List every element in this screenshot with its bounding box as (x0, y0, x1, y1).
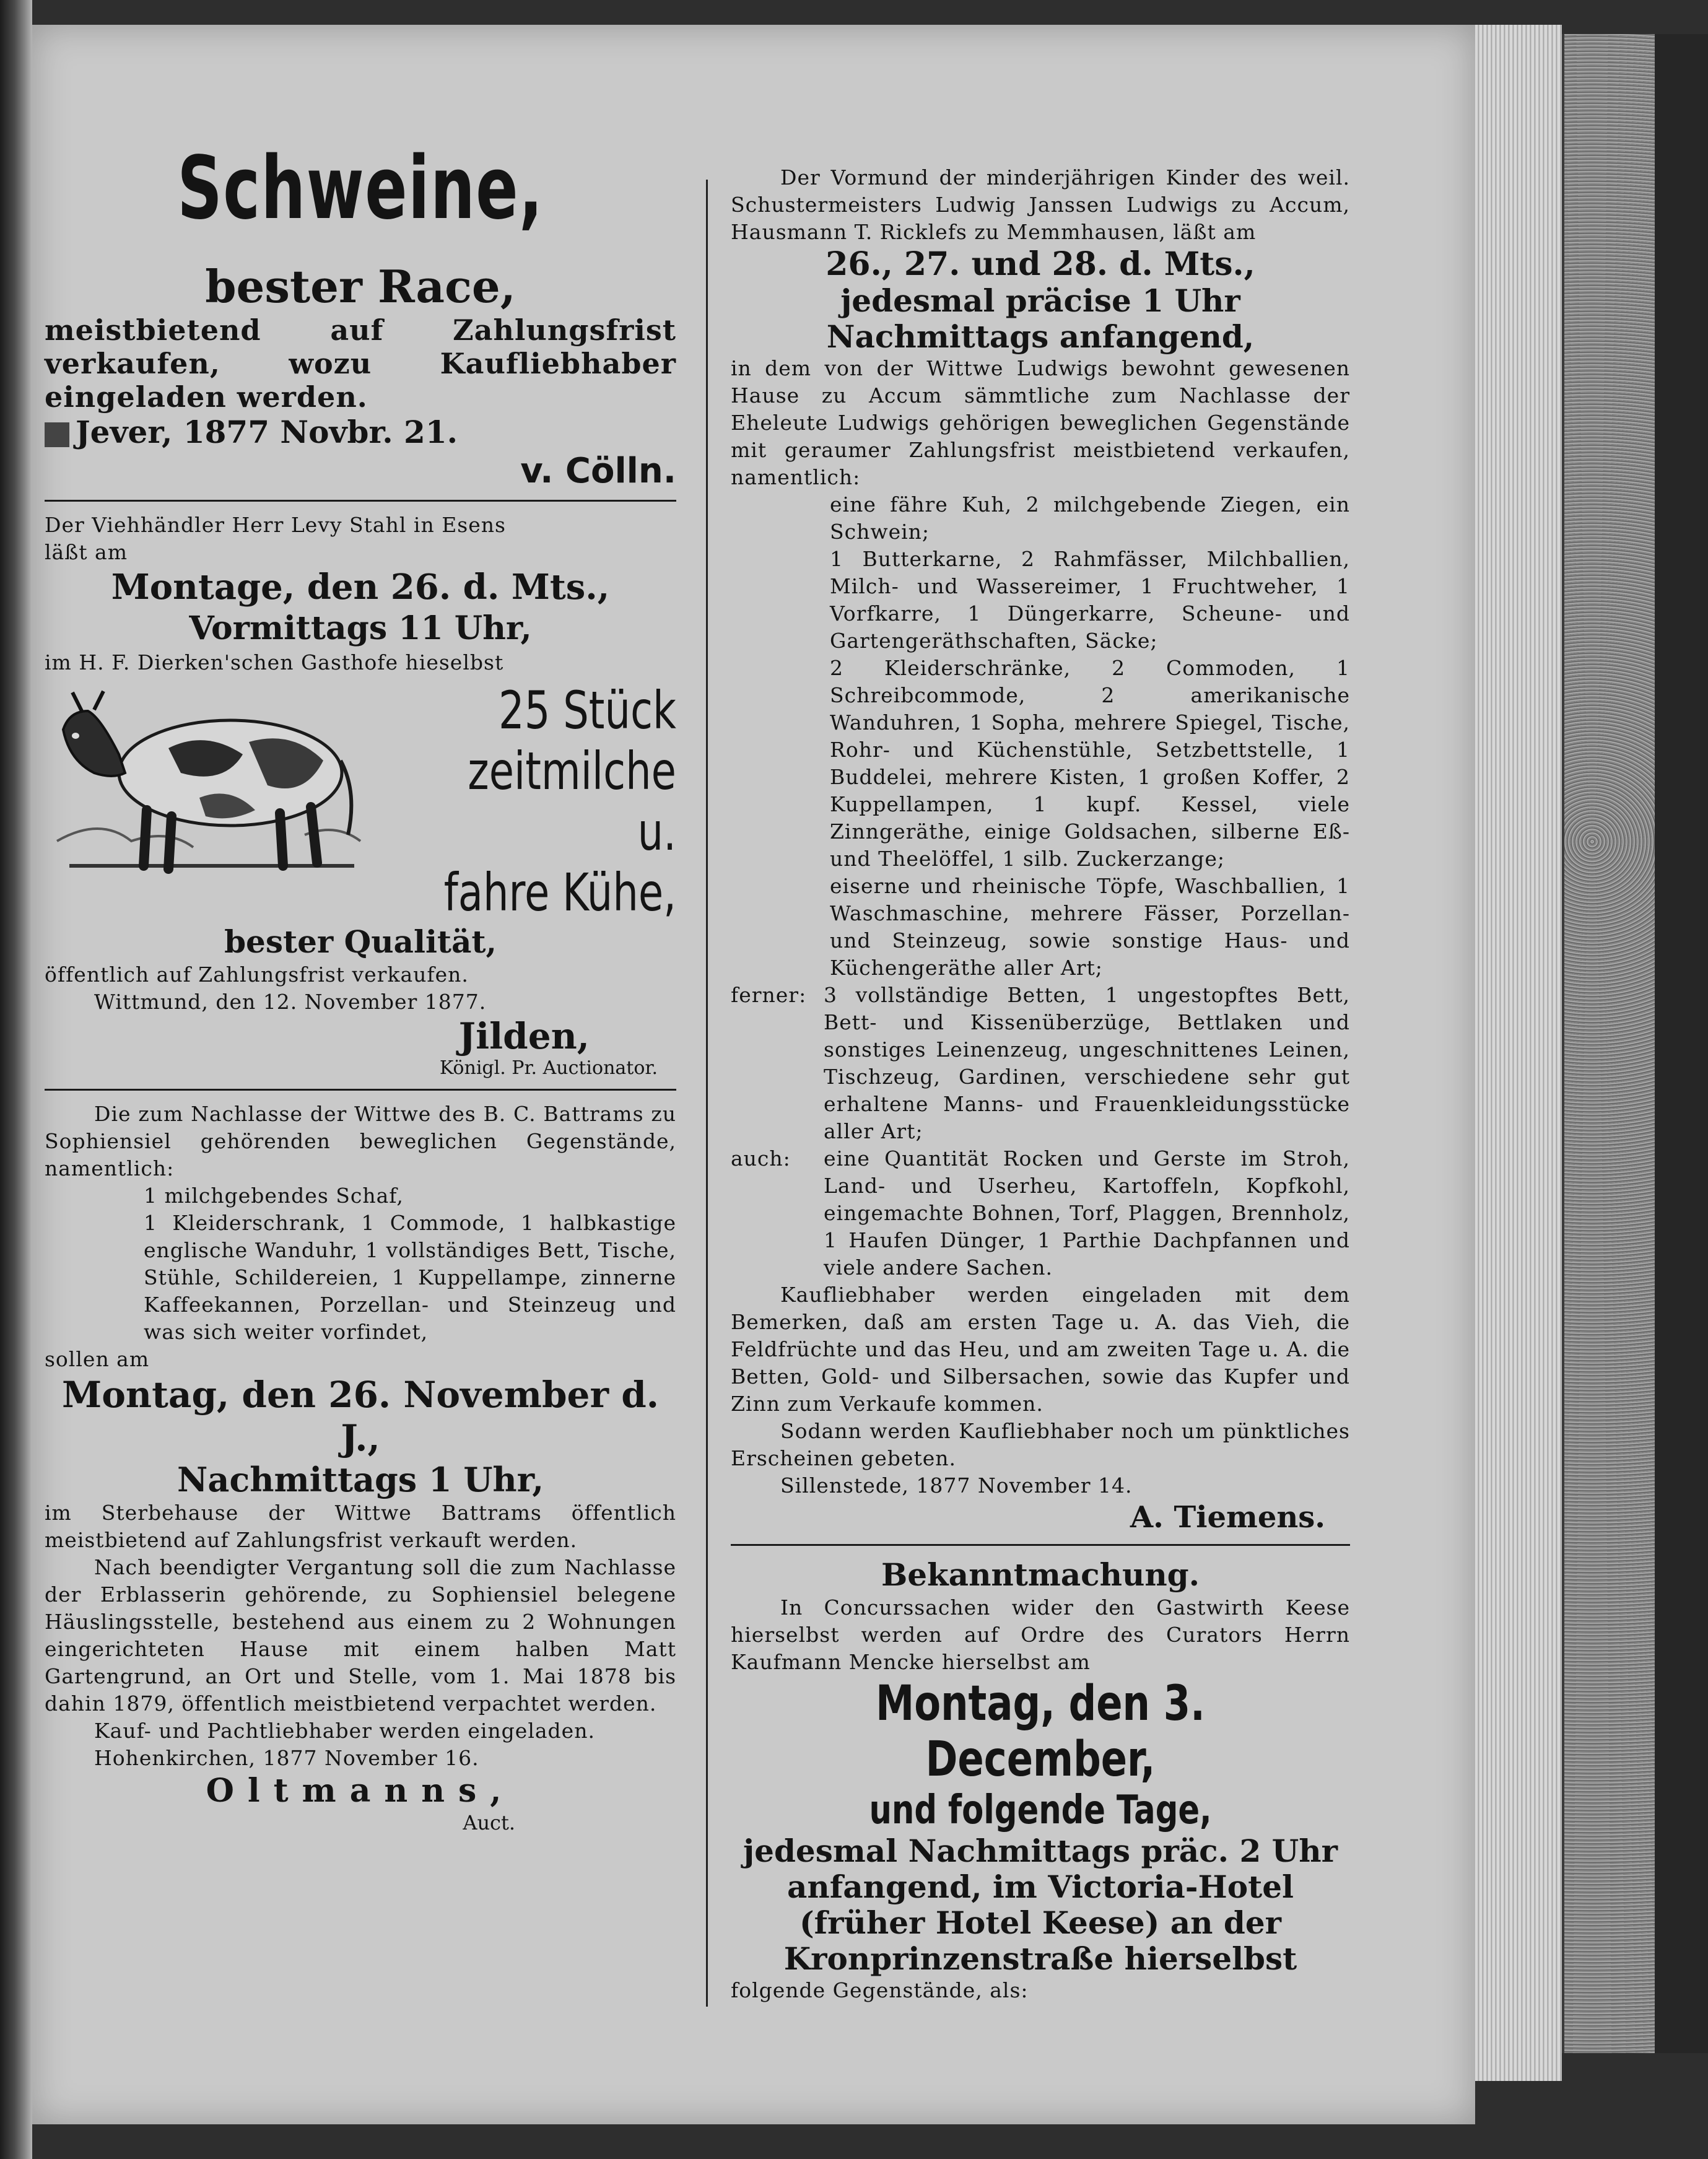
advert-bankruptcy-heading: Bekanntmachung. (881, 1556, 1200, 1593)
advert-estate-signature-title: Auct. (463, 1811, 515, 1834)
square-bullet-icon (45, 422, 69, 447)
advert-guardian-item: eiserne und rheinische Töpfe, Waschballien, 1 Waschmaschine, mehrere Fässer, Porzellan- und Steinzeug, sowie sonstige Haus- und Küchengeräthe aller Art; (830, 874, 1350, 980)
advert-estate-shall: sollen am (45, 1347, 150, 1371)
advert-cows-line-2: zeitmilche u. (468, 741, 676, 862)
page-edges (1475, 25, 1562, 2081)
advert-estate-item: 1 milchgebendes Schaf, (144, 1184, 404, 1208)
advert-cows-headline (367, 680, 676, 923)
advert-pigs-subtitle: bester Race, (205, 260, 516, 313)
advert-guardian-body: in dem von der Wittwe Ludwigs bewohnt gewesenen Hause zu Accum sämmtliche zum Nachlasse der Eheleute Ludwigs gehörigen beweglichen Gegenstände mit geraumer Zahlungsfrist meistbietend verkaufen, namentlich: (731, 356, 1350, 489)
advert-guardian-ferner-label: ferner: (731, 983, 807, 1007)
advert-cows-time: Vormittags 11 Uhr, (189, 609, 532, 647)
advert-estate-text-2: Nach beendigter Vergantung soll die zum Nachlasse der Erblasserin gehörende, zu Sophiensiel belegene Häuslingsstelle, bestehend aus einem zu 2 Wohnungen eingerichteten Hause mit einem halben Matt Gartengrund, an Ort und Stelle, vom 1. Mai 1878 bis dahin 1879, öffentlich meistbietend verpachtet werden. (45, 1555, 676, 1716)
advert-guardian-item: 2 Kleiderschränke, 2 Commoden, 1 Schreibcommode, 2 amerikanische Wanduhren, 1 Sopha, mehrere Spiegel, Tische, Rohr- und Küchenstühle, Setzbettstelle, 1 Buddelei, mehrere Kisten, 1 großen Koffer, 2 Kuppellampen, 1 kupf. Kessel, viele Zinngeräthe, einige Goldsachen, silberne Eß- und Theelöffel, 1 silb. Zuckerzange; (830, 656, 1350, 871)
advert-estate-date: Montag, den 26. November d. J., (62, 1374, 659, 1459)
advert-guardian-auch (731, 1145, 1350, 1281)
advert-bankruptcy-tail: folgende Gegenstände, als: (731, 1978, 1029, 2002)
advert-bankruptcy-following: und folgende Tage, (869, 1787, 1212, 1833)
advert-guardian-place-date: Sillenstede, 1877 November 14. (780, 1473, 1133, 1498)
left-column (45, 138, 676, 1835)
advert-estate-text-3: Kauf- und Pachtliebhaber werden eingeladen. (94, 1719, 595, 1743)
advert-cows-quality: bester Qualität, (224, 923, 497, 960)
cover-edge (1655, 34, 1708, 2053)
advert-cows-signature-title: Königl. Pr. Auctionator. (439, 1057, 658, 1079)
advert-guardian-time: jedesmal präcise 1 Uhr Nachmittags anfangend, (826, 282, 1255, 355)
advert-guardian-sale (731, 164, 1350, 1535)
advert-guardian-dates: 26., 27. und 28. d. Mts., (826, 245, 1255, 283)
advert-guardian-intro: Der Vormund der minderjährigen Kinder des weil. Schustermeisters Ludwig Janssen Ludwigs zu Accum, Hausmann T. Ricklefs zu Memmhausen, läßt am (731, 165, 1350, 244)
advert-cows (45, 512, 676, 1080)
advert-estate-place-date: Hohenkirchen, 1877 November 16. (94, 1746, 479, 1770)
advert-cows-intro: Der Viehhändler Herr Levy Stahl in Esens (45, 513, 506, 537)
advert-estate-text-1: im Sterbehause der Wittwe Battrams öffentlich meistbietend auf Zahlungsfrist verkauft werden. (45, 1501, 676, 1552)
advert-estate-time: Nachmittags 1 Uhr, (176, 1460, 544, 1499)
advert-guardian-auch-label: auch: (731, 1146, 791, 1171)
advert-cows-place-date: Wittmund, den 12. November 1877. (94, 990, 487, 1014)
advert-estate (45, 1101, 676, 1835)
advert-guardian-signature: A. Tiemens. (1130, 1500, 1325, 1535)
advert-cows-sale: öffentlich auf Zahlungsfrist verkaufen. (45, 962, 469, 987)
advert-separator (45, 500, 676, 502)
advert-bankruptcy (731, 1556, 1350, 2004)
advert-estate-item: 1 Kleiderschrank, 1 Commode, 1 halbkastige englische Wanduhr, 1 vollständiges Bett, Tische, Stühle, Schildereien, 1 Kuppellampe, zinnerne Kaffeekannen, Porzellan- und Steinzeug und was sich weiter vorfindet, (144, 1211, 676, 1344)
advert-pigs-signature: v. Cölln. (520, 451, 676, 491)
advert-bankruptcy-intro: In Concurssachen wider den Gastwirth Keese hierselbst werden auf Ordre des Curators Herrn Kaufmann Mencke hierselbst am (731, 1595, 1350, 1674)
advert-guardian-ferner-text: 3 vollständige Betten, 1 ungestopftes Bett, Bett- und Kissenüberzüge, Bettlaken und sonstiges Leinenzeug, ungeschnittenes Leinen, Tischzeug, Gardinen, verschiedene sehr gut erhaltene Manns- und Frauenkleidungsstücke aller Art; (824, 983, 1350, 1143)
advert-separator (45, 1089, 676, 1091)
advert-guardian-text-2: Sodann werden Kaufliebhaber noch um pünktliches Erscheinen gebeten. (731, 1419, 1350, 1470)
advert-cows-intro-2: läßt am (45, 540, 128, 564)
advert-cows-figure-row (45, 680, 676, 923)
advert-pigs-place-date-text: Jever, 1877 Novbr. 21. (76, 414, 458, 450)
advert-estate-signature: Oltmanns, (206, 1772, 515, 1810)
advert-guardian-auch-text: eine Quantität Rocken und Gerste im Stroh, Land- und Userheu, Kartoffeln, Kopfkohl, eingemachte Bohnen, Torf, Plaggen, Brennholz, 1 Haufen Dünger, 1 Parthie Dachpfannen und viele andere Sachen. (824, 1146, 1350, 1280)
advert-bankruptcy-time: jedesmal Nachmittags präc. 2 Uhr anfangend, im Victoria-Hotel (früher Hotel Keese) an der Kronprinzenstraße hierselbst (743, 1833, 1338, 1977)
right-column (731, 164, 1350, 2004)
advert-cows-signature: Jilden, (458, 1015, 590, 1057)
advert-guardian-item: eine fähre Kuh, 2 milchgebende Ziegen, ein Schwein; (830, 492, 1350, 544)
advert-bankruptcy-date: Montag, den 3. December, (876, 1676, 1205, 1787)
advert-pigs-title: Schweine, (177, 138, 544, 239)
column-divider (706, 180, 708, 2007)
advert-pigs (45, 138, 676, 491)
advert-cows-location: im H. F. Dierken'schen Gasthofe hieselbst (45, 650, 504, 674)
advert-guardian-text-1: Kaufliebhaber werden eingeladen mit dem Bemerken, daß am ersten Tage u. A. das Vieh, die Feldfrüchte und das Heu, und am zweiten Tage u. A. die Betten, Gold- und Silbersachen, sowie das Kupfer und Zinn zum Verkaufe kommen. (731, 1283, 1350, 1416)
advert-estate-intro: Die zum Nachlasse der Wittwe des B. C. Battrams zu Sophiensiel gehörenden beweglichen Gegenstände, namentlich: (45, 1102, 676, 1180)
advert-separator (731, 1544, 1350, 1546)
advert-cows-line-1: 25 Stück (499, 680, 676, 741)
advert-pigs-place-date (45, 414, 676, 451)
book-cover (1562, 34, 1657, 2053)
advert-guardian-ferner (731, 982, 1350, 1145)
advert-guardian-item: 1 Butterkarne, 2 Rahmfässer, Milchballien, Milch- und Wassereimer, 1 Fruchtweher, 1 Vorfkarre, 1 Düngerkarre, Scheune- und Gartengeräthschaften, Säcke; (830, 547, 1350, 653)
advert-cows-date: Montage, den 26. d. Mts., (111, 567, 610, 608)
cow-illustration (45, 680, 367, 884)
book-spine (0, 0, 32, 2159)
advert-cows-line-3: fahre Kühe, (443, 862, 676, 923)
advert-pigs-body: meistbietend auf Zahlungsfrist verkaufen, wozu Kaufliebhaber eingeladen werden. (45, 313, 676, 414)
